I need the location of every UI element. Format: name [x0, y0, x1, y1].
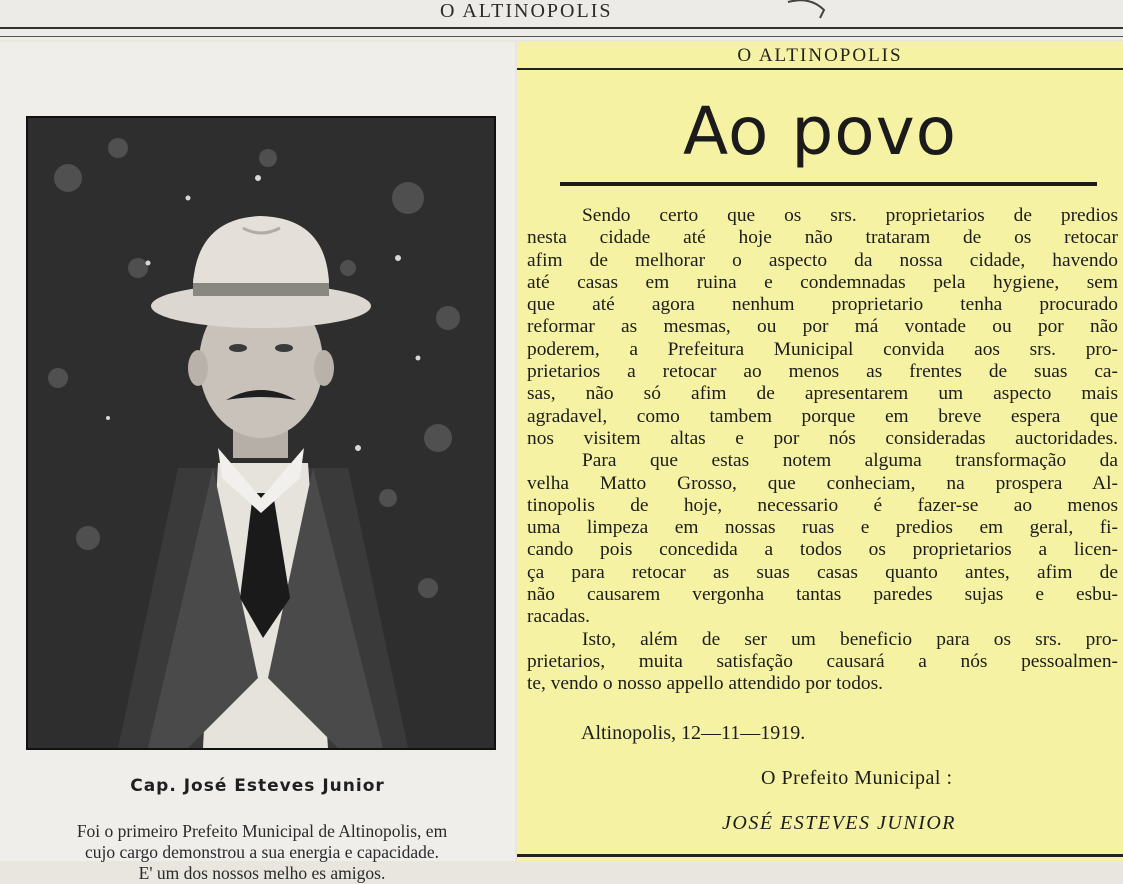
text-line: Isto, além de ser um beneficio para os srs. pro- [582, 628, 1118, 650]
text-line: reformar as mesmas, ou por má vontade ou por não [527, 316, 1118, 338]
article-paragraph [527, 629, 1118, 696]
text-line: te, vendo o nosso appello attendido por todos. [527, 673, 883, 695]
signature-name: JOSÉ ESTEVES JUNIOR [722, 812, 957, 834]
portrait-caption-text [12, 821, 512, 884]
portrait-clipping [0, 42, 515, 883]
text-line: prietarios, muita satisfação causará a nós pessoalmen- [527, 650, 1118, 672]
text-line: ça para retocar as suas casas quanto antes, afim de [527, 561, 1118, 583]
article-paragraph [527, 450, 1118, 628]
portrait-photo [26, 116, 496, 750]
text-line: prietarios a retocar ao menos as frentes de suas ca- [527, 361, 1118, 383]
text-line: poderem, a Prefeitura Municipal convida aos srs. pro- [527, 338, 1118, 360]
text-line: nos visitem altas e por nós consideradas auctoridades. [527, 427, 1118, 449]
signature-title: O Prefeito Municipal : [761, 767, 953, 789]
article-dateline: Altinopolis, 12—11—1919. [581, 722, 806, 744]
text-line: nesta cidade até hoje não trataram de os retocar [527, 227, 1118, 249]
text-line: que até agora nenhum proprietario tenha procurado [527, 294, 1118, 316]
article-clipping [517, 42, 1123, 861]
text-line: Para que estas notem alguma transformação da [582, 450, 1118, 472]
text-line: sas, não só afim de apresentarem um aspecto mais [527, 383, 1118, 405]
underlying-page-strip [0, 0, 1123, 40]
text-line: cando pois concedida a todos os proprietarios a licen- [527, 539, 1118, 561]
article-paragraph [527, 205, 1118, 450]
text-line: até casas em ruina e condemnadas pela hygiene, sem [527, 271, 1118, 293]
pen-scribble [780, 0, 850, 20]
portrait-caption-name: Cap. José Esteves Junior [130, 776, 385, 796]
text-line: uma limpeza em nossas ruas e predios em geral, fi- [527, 517, 1118, 539]
text-line: afim de melhorar o aspecto da nossa cidade, havendo [527, 249, 1118, 271]
portrait-image [28, 118, 494, 748]
top-rule [0, 27, 1123, 29]
caption-line: E' um dos nossos melho es amigos. [138, 863, 386, 883]
newspaper-header: O ALTINOPOLIS [737, 45, 903, 66]
text-line: não causarem vergonha tantas paredes sujas e esbu- [527, 584, 1118, 606]
text-line: velha Matto Grosso, que conheciam, na prospera Al- [527, 472, 1118, 494]
header-rule [517, 68, 1123, 70]
article-body [527, 205, 1118, 696]
top-rule-thin [0, 36, 1123, 37]
headline-rule [560, 182, 1097, 186]
caption-line: cujo cargo demonstrou a sua energia e capacidade. [84, 842, 440, 862]
text-line: Sendo certo que os srs. proprietarios de predios [582, 205, 1118, 226]
underlying-page-title: O ALTINOPOLIS [440, 0, 613, 22]
bottom-rule [517, 854, 1123, 857]
text-line: racadas. [527, 606, 590, 628]
text-line: agradavel, como tambem porque em breve espera que [527, 405, 1118, 427]
article-headline: Ao povo [682, 93, 958, 170]
caption-line: Foi o primeiro Prefeito Municipal de Altinopolis, em [76, 821, 448, 841]
text-line: tinopolis de hoje, necessario é fazer-se ao menos [527, 494, 1118, 516]
